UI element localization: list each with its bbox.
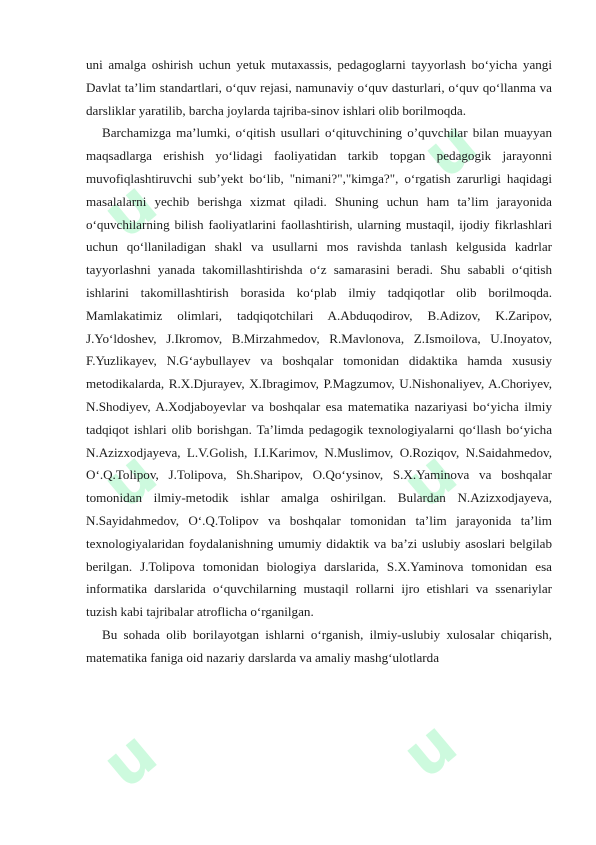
watermark-mark: u [388, 437, 472, 523]
watermark-mark: u [88, 717, 172, 803]
paragraph-2: Barchamizga ma’lumki, o‘qitish usullari o‘qituvchining o’quvchilar bilan muayyan maqsadlarga erishish yo‘lidagi faoliyatidan tarkib topgan pedagogik jarayonni muvofiqlashtiruvchi sub’yekt bo‘lib, "nimani?","kimga?", o‘rgatish zarurligi haqidagi masalalarni yechib berishga xizmat qiladi. Shuning uchun ham ta’lim jarayonida o‘quvchilarning bilish faoliyatlarini faollashtirish, ularning mustaqil, ijodiy fikrlashlari uchun qo‘llaniladigan shakl va usullarni mos ravishda tanlash kelgusida kadrlar tayyorlashni yanada takomillashtirishda o‘z samarasini beradi. Shu sababli o‘qitish ishlarini takomillashtirish borasida ko‘plab ilmiy tadqiqotlar olib borilmoqda. Mamlakatimiz olimlari, tadqiqotchilari A.Abduqodirov, B.Adizov, K.Zaripov, J.Yo‘ldoshev, J.Ikromov, B.Mirzahmedov, R.Mavlonova, Z.Ismoilova, U.Inoyatov, F.Yuzlikayev, N.G‘aybullayev va boshqalar tomonidan didaktika hamda xususiy metodikalarda, R.X.Djurayev, X.Ibragimov, P.Magzumov, U.Nishonaliyev, A.Choriyev, N.Shodiyev, A.Xodjaboyevlar va boshqalar esa matematika nazariyasi bo‘yicha ilmiy tadqiqot ishlari olib borishgan. Ta’limda pedagogik texnologiyalarni qo‘llash bo‘yicha N.Azizxodjayeva, L.V.Golish, I.I.Karimov, N.Muslimov, O.Roziqov, N.Saidahmedov, O‘.Q.Tolipov, J.Tolipova, Sh.Sharipov, O.Qo‘ysinov, S.X.Yaminova va boshqalar tomonidan ilmiy-metodik ishlar amalga oshirilgan. Bulardan N.Azizxodjayeva, N.Sayidahmedov, O‘.Q.Tolipov va boshqalar tomonidan ta’lim jarayonida ta’lim texnologiyalaridan foydalanishning umumiy didaktik va ba’zi uslubiy asoslari belgilab berilgan. J.Tolipova tomonidan biologiya darslarida, S.X.Yaminova tomonidan esa informatika darslarida o‘quvchilarning mustaqil rollarni ijro etishlari va ssenariylar tuzish kabi tajribalar atroflicha o‘rganilgan. [86, 125, 552, 620]
paragraph-1: uni amalga oshirish uchun yetuk mutaxassis, pedagoglarni tayyorlash bo‘yicha yangi Davlat ta’lim standartlari, o‘quv rejasi, namunaviy o‘quv dasturlari, o‘quv qo‘llanma va darsliklar yaratilib, barcha joylarda tajriba-sinov ishlari olib borilmoqda. [86, 57, 552, 118]
watermark-mark: u [88, 437, 172, 523]
body-text [86, 54, 552, 670]
paragraph-3: Bu sohada olib borilayotgan ishlarni o‘rganish, ilmiy-uslubiy xulosalar chiqarish, matematika faniga oid nazariy darslarda va amaliy mashg‘ulotlarda [86, 626, 552, 665]
watermark-mark: u [408, 107, 492, 193]
watermark-mark: u [88, 167, 172, 253]
watermark-mark: u [388, 707, 472, 793]
